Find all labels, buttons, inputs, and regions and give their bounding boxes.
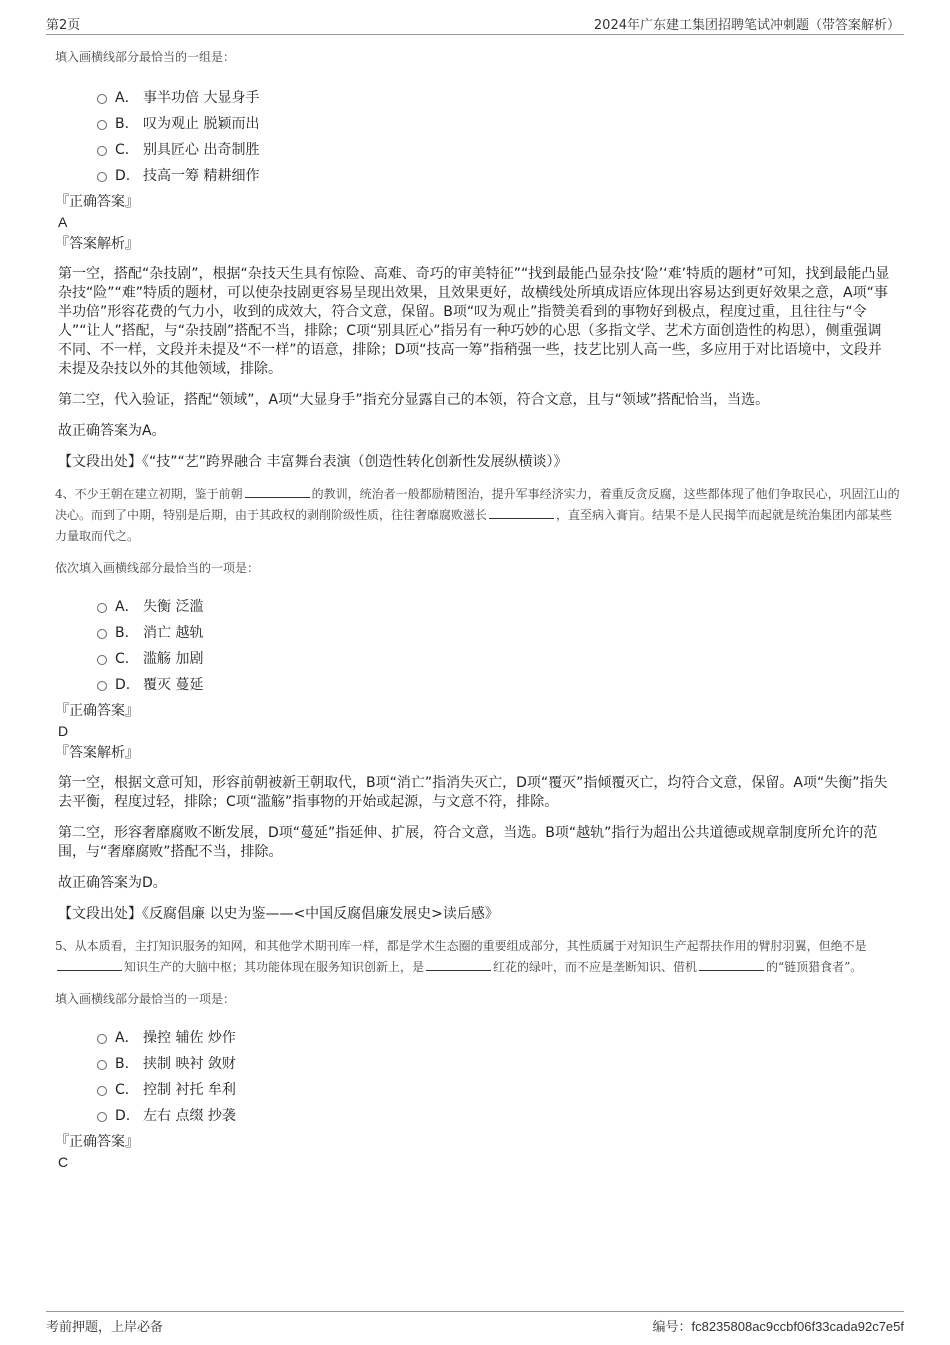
option-letter: B. — [115, 116, 130, 132]
option-letter: D. — [115, 1108, 131, 1124]
q3-answer-label: 『正确答案』 — [55, 194, 139, 210]
blank-line — [57, 958, 122, 971]
q4-option-b[interactable] — [55, 620, 900, 646]
option-text: 滥觞 加剧 — [143, 651, 204, 667]
q4-option-c[interactable] — [55, 646, 900, 672]
blank-line — [699, 958, 764, 971]
q4-conclusion: 故正确答案为D。 — [58, 875, 167, 891]
q5-text-part-3: 红花的绿叶，而不应是垄断知识、借机 — [493, 960, 698, 974]
radio-button[interactable] — [97, 94, 107, 104]
radio-button[interactable] — [97, 1060, 107, 1070]
q4-text — [55, 484, 900, 547]
option-text: 技高一筹 精耕细作 — [143, 168, 260, 184]
q3-options — [55, 85, 900, 189]
document-code: 编号：fc8235808ac9ccbf06f33cada92c7e5f — [652, 1319, 904, 1334]
radio-button[interactable] — [97, 1034, 107, 1044]
option-text: 别具匠心 出奇制胜 — [143, 142, 260, 158]
option-text: 挟制 映衬 敛财 — [143, 1056, 236, 1072]
q5-option-b[interactable] — [55, 1051, 900, 1077]
q4-source: 【文段出处】《反腐倡廉 以史为鉴——<中国反腐倡廉发展史>读后感》 — [58, 906, 499, 922]
q3-conclusion: 故正确答案为A。 — [58, 423, 166, 439]
q5-option-d[interactable] — [55, 1103, 900, 1129]
q5-answer: C — [58, 1154, 69, 1170]
option-text: 消亡 越轨 — [143, 625, 204, 641]
option-letter: A． — [115, 599, 139, 615]
q5-answer-label: 『正确答案』 — [55, 1134, 139, 1150]
blank-line — [245, 485, 310, 498]
option-letter: D. — [115, 677, 131, 693]
option-text: 控制 衬托 牟利 — [143, 1082, 236, 1098]
q3-option-d[interactable] — [55, 163, 900, 189]
q3-analysis-2: 第二空，代入验证，搭配“领域”，A项“大显身手”指充分显露自己的本领，符合文意，且与“领域”搭配恰当，当选。 — [58, 392, 770, 408]
document-title: 2024年广东建工集团招聘笔试冲刺题（带答案解析） — [593, 18, 900, 33]
page-footer — [46, 1311, 904, 1334]
q5-text-part-4: 的“链顶猎食者”。 — [766, 960, 863, 974]
q3-prompt: 填入画横线部分最恰当的一组是： — [55, 50, 236, 64]
q4-text-part-1: 4、不少王朝在建立初期，鉴于前朝 — [55, 487, 243, 501]
option-letter: C. — [115, 142, 130, 158]
radio-button[interactable] — [97, 681, 107, 691]
option-text: 左右 点缀 抄袭 — [143, 1108, 236, 1124]
option-letter: B. — [115, 1056, 130, 1072]
q3-source: 【文段出处】《“技”“艺”跨界融合 丰富舞台表演（创造性转化创新性发展纵横谈）》 — [58, 454, 568, 470]
q5-option-a[interactable] — [55, 1025, 900, 1051]
q4-analysis-label: 『答案解析』 — [55, 745, 139, 761]
q4-option-a[interactable] — [55, 594, 900, 620]
radio-button[interactable] — [97, 146, 107, 156]
option-text: 覆灭 蔓延 — [143, 677, 204, 693]
radio-button[interactable] — [97, 1086, 107, 1096]
radio-button[interactable] — [97, 603, 107, 613]
q5-option-c[interactable] — [55, 1077, 900, 1103]
blank-line — [426, 958, 491, 971]
q3-option-a[interactable] — [55, 85, 900, 111]
page-header — [46, 14, 904, 35]
q3-analysis-label: 『答案解析』 — [55, 236, 139, 252]
footer-slogan: 考前押题，上岸必备 — [46, 1320, 164, 1335]
option-letter: A． — [115, 90, 139, 106]
option-letter: B. — [115, 625, 130, 641]
option-letter: A． — [115, 1030, 139, 1046]
q5-text — [55, 936, 900, 978]
q5-text-part-2: 知识生产的大脑中枢；其功能体现在服务知识创新上，是 — [124, 960, 425, 974]
radio-button[interactable] — [97, 172, 107, 182]
q4-options — [55, 594, 900, 698]
q5-text-part-1: 5、从本质看，主打知识服务的知网，和其他学术期刊库一样，都是学术生态圈的重要组成部分，其性质属于对知识生产起帮扶作用的臂肘羽翼，但绝不是 — [55, 939, 867, 953]
main-content — [55, 44, 900, 1170]
q4-option-d[interactable] — [55, 672, 900, 698]
q4-analysis-1: 第一空，根据文意可知，形容前朝被新王朝取代，B项“消亡”指消失灭亡，D项“覆灭”指倾覆灭亡，均符合文意，保留。A项“失衡”指失去平衡，程度过轻，排除；C项“滥觞”指事物的开始或起源，与文意不符，排除。 — [58, 775, 888, 810]
page-number: 第2页 — [46, 18, 81, 33]
q4-answer-label: 『正确答案』 — [55, 703, 139, 719]
blank-line — [489, 506, 554, 519]
radio-button[interactable] — [97, 120, 107, 130]
option-letter: D. — [115, 168, 131, 184]
radio-button[interactable] — [97, 629, 107, 639]
q5-options — [55, 1025, 900, 1129]
q4-prompt: 依次填入画横线部分最恰当的一项是： — [55, 561, 260, 575]
q3-option-c[interactable] — [55, 137, 900, 163]
q5-prompt: 填入画横线部分最恰当的一项是： — [55, 992, 236, 1006]
radio-button[interactable] — [97, 655, 107, 665]
radio-button[interactable] — [97, 1112, 107, 1122]
q3-answer: A — [58, 214, 68, 230]
option-text: 叹为观止 脱颖而出 — [143, 116, 260, 132]
option-letter: C. — [115, 651, 130, 667]
q3-analysis-1: 第一空，搭配“杂技剧”，根据“杂技天生具有惊险、高难、奇巧的审美特征”“找到最能凸显杂技‘险’‘难’特质的题材”可知，找到最能凸显杂技“险”“难”特质的题材，可以使杂技剧更容易呈现出效果，且效果更好，故横线处所填成语应体现出容易达到更好效果之意，A项“事半功倍”形容花费的气力小，收到的成效大，符合文意，保留。B项“叹为观止”指赞美看到的事物好到极点，程度过重，且往往与“令人”“让人”搭配，与“杂技剧”搭配不当，排除；C项“别具匠心”指另有一种巧妙的心思（多指文学、艺术方面创造性的构思），侧重强调不同、不一样，文段并未提及“不一样”的语意，排除；D项“技高一筹”指稍强一些，技艺比别人高一些，多应用于对比语境中，文段并未提及杂技以外的其他领域，排除。 — [58, 266, 890, 377]
q4-analysis-2: 第二空，形容奢靡腐败不断发展，D项“蔓延”指延伸、扩展，符合文意，当选。B项“越轨”指行为超出公共道德或规章制度所允许的范围，与“奢靡腐败”搭配不当，排除。 — [58, 825, 878, 860]
option-letter: C. — [115, 1082, 130, 1098]
q4-text-part-3: ，直至病入膏肓。结果不是人民揭竿而起就是统治集团内部某些力量取而代之。 — [55, 508, 893, 543]
q3-option-b[interactable] — [55, 111, 900, 137]
option-text: 操控 辅佐 炒作 — [143, 1030, 236, 1046]
q4-text-part-2: 的教训，统治者一般都励精图治，提升军事经济实力，着重反贪反腐，这些都体现了他们争取民心，巩固江山的决心。而到了中期，特别是后期，由于其政权的剥削阶级性质，往往奢靡腐败滋长 — [55, 487, 900, 522]
option-text: 失衡 泛滥 — [143, 599, 204, 615]
option-text: 事半功倍 大显身手 — [143, 90, 260, 106]
q4-answer: D — [58, 723, 69, 739]
